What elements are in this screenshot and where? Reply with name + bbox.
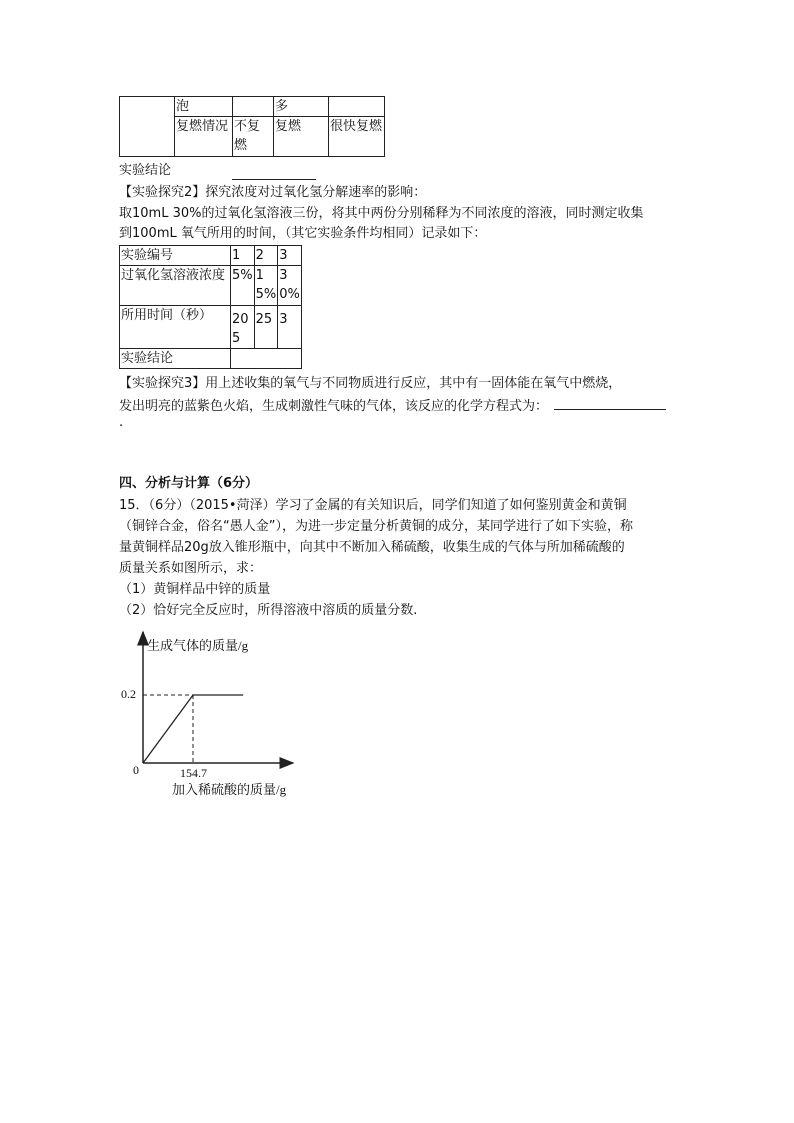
x-tick-label: 154.7 bbox=[180, 766, 207, 780]
table1-cell bbox=[233, 97, 274, 117]
x-axis-label: 加入稀硫酸的质量/g bbox=[172, 782, 287, 797]
q15-line3: 量黄铜样品20g放入锥形瓶中，向其中不断加入稀硫酸，收集生成的气体与所加稀硫酸的 bbox=[119, 540, 625, 555]
q15-line1: 15．（6分）（2015•菏泽）学习了金属的有关知识后，同学们知道了如何鉴别黄金和黄铜 bbox=[119, 498, 627, 513]
equation-answer-blank bbox=[554, 395, 666, 410]
concentration-table bbox=[119, 245, 302, 369]
table2-time-1: 205 bbox=[231, 306, 255, 349]
table2-conc-1: 5% bbox=[231, 266, 255, 306]
table1-cell: 多 bbox=[274, 97, 329, 117]
q15-sub1: （1）黄铜样品中锌的质量 bbox=[119, 582, 271, 597]
table1-cell: 复燃情况 bbox=[175, 117, 233, 157]
table1-blank-cell bbox=[120, 97, 175, 157]
table1-conclusion-label: 实验结论 bbox=[119, 163, 172, 178]
table2-header-3: 3 bbox=[278, 246, 302, 266]
q15-line2: （铜锌合金，俗名“愚人金”），为进一步定量分析黄铜的成分，某同学进行了如下实验，称 bbox=[119, 519, 633, 534]
exp3-line1: 【实验探究3】用上述收集的氧气与不同物质进行反应，其中有一固体能在氧气中燃烧， bbox=[119, 376, 622, 391]
exp3-period: . bbox=[119, 415, 124, 430]
table1-cell bbox=[329, 97, 385, 117]
exp2-heading: 【实验探究2】探究浓度对过氧化氢分解速率的影响： bbox=[119, 185, 427, 200]
section4-title: 四、分析与计算（6分） bbox=[119, 476, 259, 491]
table2-conc-label: 过氧化氢溶液浓度 bbox=[120, 266, 231, 306]
table1-cell: 不复燃 bbox=[233, 117, 274, 157]
y-tick-label: 0.2 bbox=[121, 687, 136, 701]
exp3-line2-text: 发出明亮的蓝紫色火焰，生成刺激性气味的气体，该反应的化学方程式为： bbox=[119, 399, 549, 414]
exp2-line1: 取10mL 30%的过氧化氢溶液三份，将其中两份分别稀释为不同浓度的溶液，同时测定收集 bbox=[119, 206, 644, 221]
table2-conclusion-label: 实验结论 bbox=[120, 349, 231, 369]
table1-cell: 泡 bbox=[175, 97, 233, 117]
table2-time-3: 3 bbox=[278, 306, 302, 349]
table2-conc-2: 15% bbox=[254, 266, 278, 306]
table2-header-label: 实验编号 bbox=[120, 246, 231, 266]
table2-header-1: 1 bbox=[231, 246, 255, 266]
experiment1-table bbox=[119, 96, 385, 157]
table2-time-label: 所用时间（秒） bbox=[120, 306, 231, 349]
exp3-line2 bbox=[119, 395, 666, 416]
table2-time-2: 25 bbox=[254, 306, 278, 349]
q15-line4: 质量关系如图所示，求： bbox=[119, 561, 263, 576]
table2-conc-3: 30% bbox=[278, 266, 302, 306]
table2-header-2: 2 bbox=[254, 246, 278, 266]
origin-label: 0 bbox=[133, 763, 139, 777]
table1-cell: 复燃 bbox=[274, 117, 329, 157]
table1-cell: 很快复燃 bbox=[329, 117, 385, 157]
gas-mass-chart bbox=[120, 630, 320, 800]
exp2-line2: 到100mL 氧气所用的时间，（其它实验条件均相同）记录如下： bbox=[119, 226, 487, 241]
table2-conclusion-cell bbox=[231, 349, 302, 369]
table1-conclusion-blank bbox=[232, 161, 316, 180]
y-axis-label: 生成气体的质量/g bbox=[147, 638, 249, 653]
q15-sub2: （2）恰好完全反应时，所得溶液中溶质的质量分数. bbox=[119, 603, 418, 618]
